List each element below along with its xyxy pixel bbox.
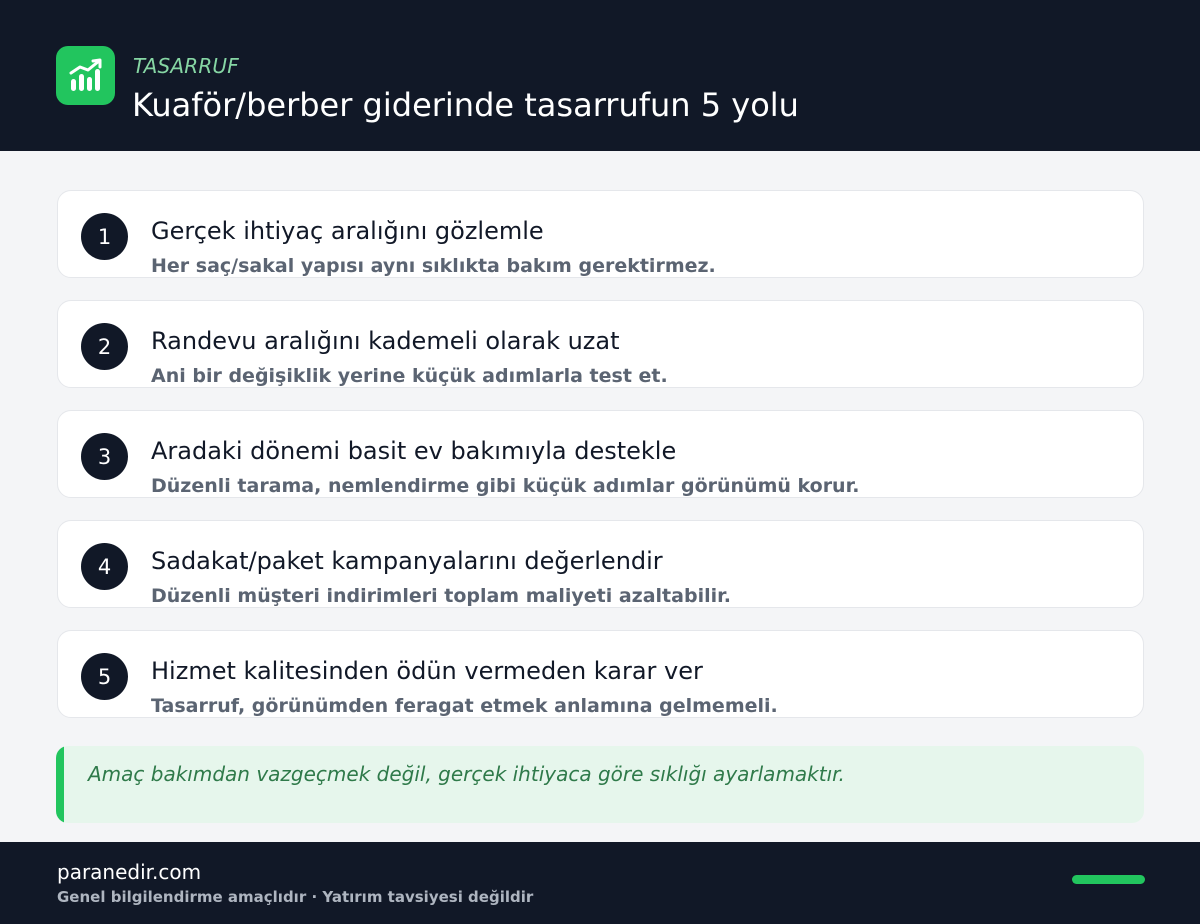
step-title: Aradaki dönemi basit ev bakımıyla destekle <box>151 437 677 465</box>
list-item <box>57 410 1144 498</box>
step-title: Gerçek ihtiyaç aralığını gözlemle <box>151 217 544 245</box>
note-accent-bar <box>56 746 64 823</box>
step-title: Randevu aralığını kademeli olarak uzat <box>151 327 620 355</box>
list-item <box>57 630 1144 718</box>
page-title: Kuaför/berber giderinde tasarrufun 5 yolu <box>132 86 799 124</box>
step-description: Düzenli tarama, nemlendirme gibi küçük adımlar görünümü korur. <box>151 475 860 497</box>
summary-note <box>56 746 1144 823</box>
header <box>0 0 1200 151</box>
step-number-badge: 3 <box>81 433 128 480</box>
step-number-badge: 1 <box>81 213 128 260</box>
list-item <box>57 520 1144 608</box>
step-description: Düzenli müşteri indirimleri toplam maliyeti azaltabilir. <box>151 585 731 607</box>
step-number-badge: 5 <box>81 653 128 700</box>
footer <box>0 842 1200 924</box>
step-description: Tasarruf, görünümden feragat etmek anlamına gelmemeli. <box>151 695 778 717</box>
step-description: Ani bir değişiklik yerine küçük adımlarla test et. <box>151 365 668 387</box>
step-number-badge: 4 <box>81 543 128 590</box>
step-title: Hizmet kalitesinden ödün vermeden karar ver <box>151 657 703 685</box>
note-text: Amaç bakımdan vazgeçmek değil, gerçek ihtiyaca göre sıklığı ayarlamaktır. <box>88 762 845 786</box>
list-item <box>57 300 1144 388</box>
footer-disclaimer: Genel bilgilendirme amaçlıdır · Yatırım tavsiyesi değildir <box>57 888 534 906</box>
step-number-badge: 2 <box>81 323 128 370</box>
site-name: paranedir.com <box>57 860 202 884</box>
category-label: TASARRUF <box>133 54 239 78</box>
growth-chart-icon <box>56 46 115 105</box>
footer-accent-bar <box>1072 875 1145 884</box>
step-description: Her saç/sakal yapısı aynı sıklıkta bakım gerektirmez. <box>151 255 716 277</box>
list-item <box>57 190 1144 278</box>
step-title: Sadakat/paket kampanyalarını değerlendir <box>151 547 663 575</box>
